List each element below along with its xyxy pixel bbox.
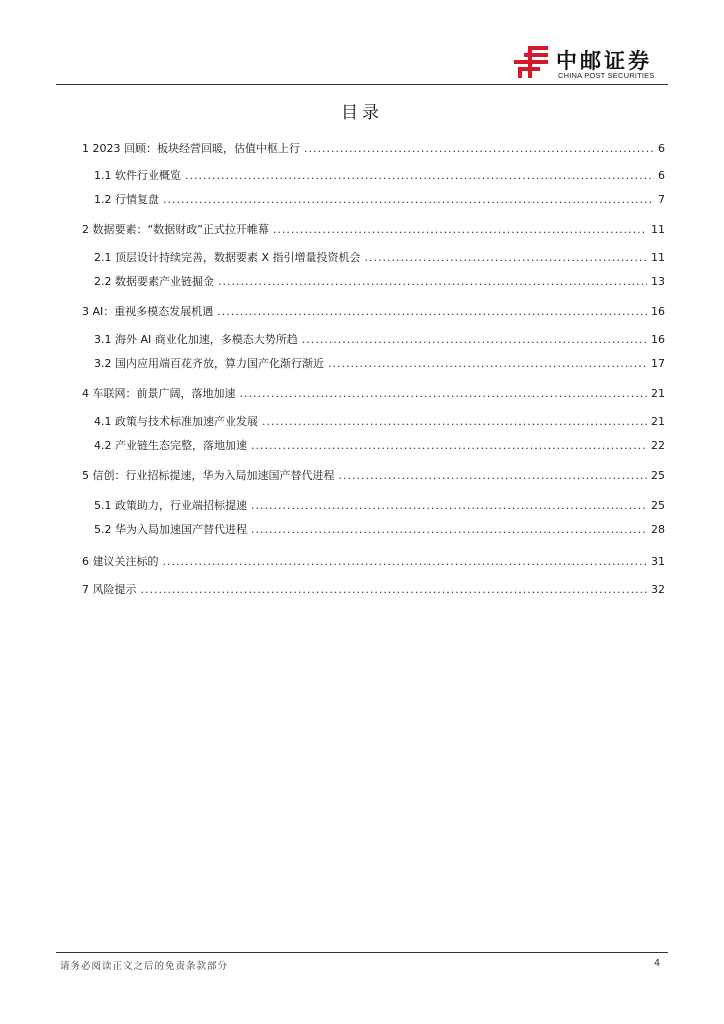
toc-entry[interactable] <box>94 192 665 208</box>
toc-entry-page: 25 <box>651 499 665 512</box>
toc-dot-leader <box>273 222 647 238</box>
toc-entry-label: 5.2 华为入局加速国产替代进程 <box>94 523 247 536</box>
toc-dot-leader <box>163 554 648 570</box>
footer-divider <box>56 952 668 953</box>
toc-entry-label: 3 AI：重视多模态发展机遇 <box>82 305 214 318</box>
toc-dot-leader <box>218 274 647 290</box>
toc-entry-page: 32 <box>651 583 665 596</box>
toc-entry[interactable] <box>94 414 665 430</box>
toc-dot-leader <box>304 141 654 157</box>
toc-dot-leader <box>251 522 647 538</box>
toc-dot-leader <box>302 332 647 348</box>
toc-entry-label: 2.1 顶层设计持续完善，数据要素 X 指引增量投资机会 <box>94 251 361 264</box>
toc-entry-page: 22 <box>651 439 665 452</box>
toc-dot-leader <box>141 582 648 598</box>
toc-dot-leader <box>339 468 648 484</box>
toc-entry[interactable] <box>82 386 665 402</box>
toc-entry[interactable] <box>94 168 665 184</box>
toc-entry[interactable] <box>94 356 665 372</box>
toc-entry-page: 21 <box>651 415 665 428</box>
toc-entry[interactable] <box>94 438 665 454</box>
toc-entry-label: 5.1 政策助力，行业端招标提速 <box>94 499 247 512</box>
toc-entry-label: 4.2 产业链生态完整，落地加速 <box>94 439 247 452</box>
toc-entry[interactable] <box>94 250 665 266</box>
toc-dot-leader <box>163 192 654 208</box>
toc-entry-label: 5 信创：行业招标提速，华为入局加速国产替代进程 <box>82 469 335 482</box>
toc-entry-page: 16 <box>651 305 665 318</box>
toc-entry-label: 1.1 软件行业概览 <box>94 169 181 182</box>
toc-entry[interactable] <box>82 554 665 570</box>
toc-entry[interactable] <box>82 468 665 484</box>
toc-entry-page: 17 <box>651 357 665 370</box>
toc-entry[interactable] <box>82 222 665 238</box>
toc-entry[interactable] <box>94 332 665 348</box>
toc-dot-leader <box>365 250 647 266</box>
toc-entry-page: 16 <box>651 333 665 346</box>
toc-entry-page: 28 <box>651 523 665 536</box>
toc-entry[interactable] <box>82 141 665 157</box>
toc-entry-page: 25 <box>651 469 665 482</box>
toc-dot-leader <box>328 356 647 372</box>
toc-dot-leader <box>185 168 654 184</box>
toc-title: 目录 <box>341 103 383 123</box>
toc-dot-leader <box>217 304 647 320</box>
toc-entry-page: 31 <box>651 555 665 568</box>
toc-entry-page: 13 <box>651 275 665 288</box>
toc-entry-label: 1 2023 回顾：板块经营回暖，估值中枢上行 <box>82 142 300 155</box>
toc-entry-label: 1.2 行情复盘 <box>94 193 159 206</box>
toc-dot-leader <box>262 414 647 430</box>
toc-entry-label: 4 车联网：前景广阔，落地加速 <box>82 387 236 400</box>
page-number: 4 <box>653 958 660 969</box>
toc-entry-label: 2 数据要素：“数据财政”正式拉开帷幕 <box>82 223 269 236</box>
toc-entry-label: 3.1 海外 AI 商业化加速，多模态大势所趋 <box>94 333 298 346</box>
toc-entry-page: 11 <box>651 251 665 264</box>
toc-entry-page: 11 <box>651 223 665 236</box>
footer-disclaimer: 请务必阅读正文之后的免责条款部分 <box>60 961 229 972</box>
toc-entry-page: 6 <box>658 142 665 155</box>
toc-entry[interactable] <box>82 582 665 598</box>
toc-entry-label: 7 风险提示 <box>82 583 137 596</box>
toc-entry[interactable] <box>94 274 665 290</box>
logo-english-name: CHINA POST SECURITIES <box>558 71 655 80</box>
toc-dot-leader <box>240 386 648 402</box>
toc-entry-label: 2.2 数据要素产业链掘金 <box>94 275 214 288</box>
toc-entry-page: 6 <box>658 169 665 182</box>
toc-dot-leader <box>251 498 647 514</box>
toc-entry-label: 4.1 政策与技术标准加速产业发展 <box>94 415 258 428</box>
toc-dot-leader <box>251 438 647 454</box>
toc-entry[interactable] <box>82 304 665 320</box>
toc-entry-page: 7 <box>658 193 665 206</box>
toc-entry-label: 6 建议关注标的 <box>82 555 159 568</box>
logo-chinese-name: 中邮证券 <box>556 49 652 73</box>
toc-entry-label: 3.2 国内应用端百花齐放，算力国产化渐行渐近 <box>94 357 324 370</box>
toc-entry[interactable] <box>94 522 665 538</box>
toc-entry-page: 21 <box>651 387 665 400</box>
toc-entry[interactable] <box>94 498 665 514</box>
